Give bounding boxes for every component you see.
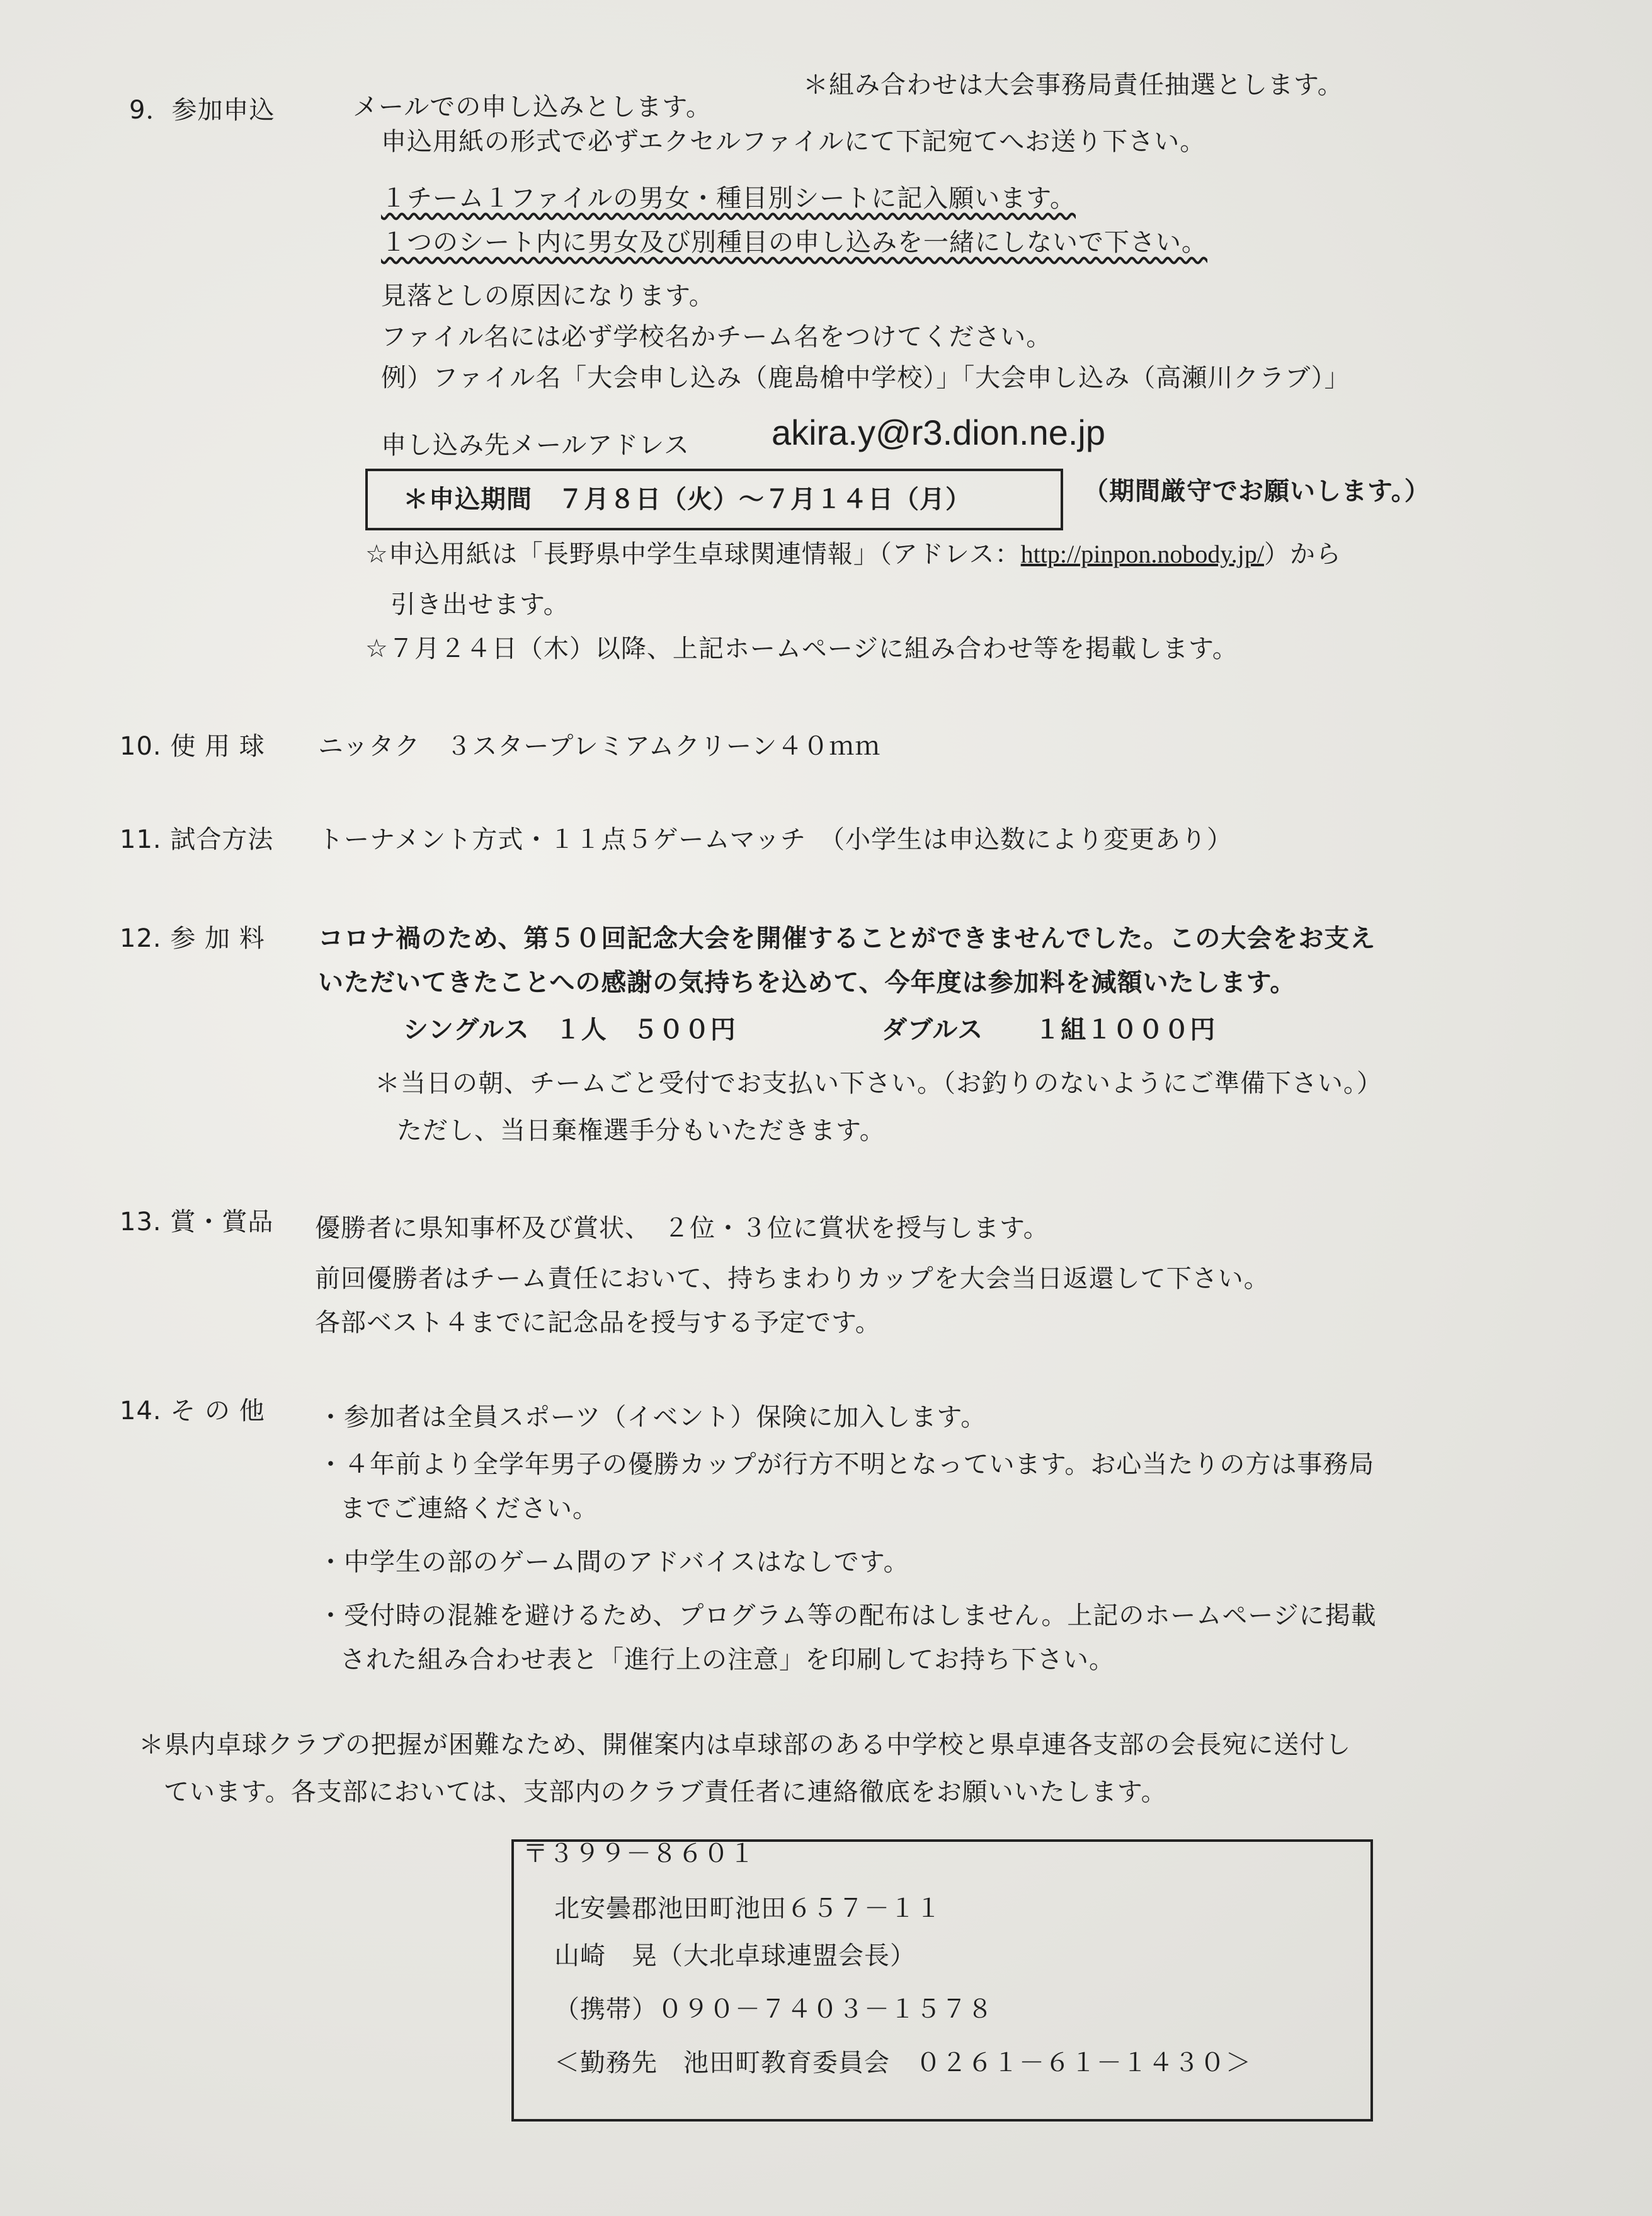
section-13-line3: 各部ベスト４までに記念品を授与する予定です。 — [315, 1308, 881, 1337]
fee-singles: シングルス １人 ５００円 — [403, 1015, 736, 1044]
section-9-note: ＊組み合わせは大会事務局責任抽選とします。 — [803, 71, 1343, 100]
fee-doubles: ダブルス １組１０００円 — [882, 1015, 1216, 1044]
period-note: （期間厳守でお願いします。） — [1083, 477, 1430, 506]
section-10-label: 10. 使 用 球 — [120, 732, 265, 761]
form-source-prefix: ☆申込用紙は「長野県中学生卓球関連情報」（アドレス： — [365, 540, 1021, 569]
contact-name: 山崎 晃（大北卓球連盟会長） — [554, 1941, 916, 1970]
form-source-suffix: ）から — [1263, 540, 1342, 569]
section-9-line4: １つのシート内に男女及び別種目の申し込みを一緒にしないで下さい。 — [381, 228, 1207, 257]
fee-note1: ＊当日の朝、チームごと受付でお支払い下さい。（お釣りのないようにご準備下さい。） — [375, 1069, 1382, 1098]
section-13-line2: 前回優勝者はチーム責任において、持ちまわりカップを大会当日返還して下さい。 — [315, 1264, 1270, 1293]
section-13-line1: 優勝者に県知事杯及び賞状、 ２位・３位に賞状を授与します。 — [315, 1214, 1049, 1243]
contact-box — [511, 1839, 1373, 2122]
contact-address: 北安曇郡池田町池田６５７－１１ — [554, 1894, 942, 1923]
section-11-label: 11. 試合方法 — [120, 825, 274, 854]
email-label: 申し込み先メールアドレス — [381, 431, 690, 460]
other-item4b: された組み合わせ表と「進行上の注意」を印刷してお持ち下さい。 — [340, 1645, 1115, 1674]
footer-note-line1: ＊県内卓球クラブの把握が困難なため、開催案内は卓球部のある中学校と県卓連各支部の会長宛に送付し — [139, 1730, 1352, 1759]
application-period: ＊申込期間 ７月８日（火）〜７月１４日（月） — [403, 485, 971, 514]
section-9-label: 9．参加申込 — [129, 96, 275, 125]
section-12-label: 12. 参 加 料 — [120, 924, 265, 953]
footer-note-line2: ています。各支部においては、支部内のクラブ責任者に連絡徹底をお願いいたします。 — [164, 1778, 1167, 1807]
schedule-notice: ☆７月２４日（木）以降、上記ホームページに組み合わせ等を掲載します。 — [365, 634, 1238, 663]
other-item2a: ・４年前より全学年男子の優勝カップが行方不明となっています。お心当たりの方は事務局 — [318, 1450, 1375, 1479]
section-12-line1: コロナ禍のため、第５０回記念大会を開催することができませんでした。この大会をお支え — [318, 924, 1376, 953]
section-9-line2: 申込用紙の形式で必ずエクセルファイルにて下記宛てへお送り下さい。 — [381, 127, 1206, 156]
other-item2b: までご連絡ください。 — [340, 1494, 598, 1523]
contact-work: ＜勤務先 池田町教育委員会 ０２６１－６１－１４３０＞ — [554, 2048, 1251, 2077]
email-address: akira.y@r3.dion.ne.jp — [772, 413, 1106, 452]
other-item4a: ・受付時の混雑を避けるため、プログラム等の配布はしません。上記のホームページに掲載 — [318, 1601, 1377, 1630]
section-10-text: ニッタク ３スタープレミアムクリーン４０ｍｍ — [318, 732, 881, 761]
section-9-line7: 例）ファイル名「大会申し込み（鹿島槍中学校）」「大会申し込み（高瀬川クラブ）」 — [381, 363, 1350, 392]
contact-mobile: （携帯）０９０－７４０３－１５７８ — [554, 1995, 993, 2024]
section-9-line3: １チーム１ファイルの男女・種目別シートに記入願います。 — [381, 184, 1076, 213]
fee-note2: ただし、当日棄権選手分もいただきます。 — [397, 1116, 886, 1145]
other-item1: ・参加者は全員スポーツ（イベント）保険に加入します。 — [318, 1403, 987, 1432]
section-9-line5: 見落としの原因になります。 — [381, 282, 715, 311]
section-13-label: 13. 賞・賞品 — [120, 1208, 274, 1237]
form-source-line2: 引き出せます。 — [390, 590, 569, 619]
contact-postal: 〒３９９－８６０１ — [523, 1839, 755, 1868]
section-9-line6: ファイル名には必ず学校名かチーム名をつけてください。 — [381, 323, 1052, 351]
section-12-line2: いただいてきたことへの感謝の気持ちを込めて、今年度は参加料を減額いたします。 — [318, 968, 1296, 997]
form-url-link[interactable]: http://pinpon.nobody.jp/ — [1020, 540, 1264, 568]
other-item3: ・中学生の部のゲーム間のアドバイスはなしです。 — [318, 1548, 909, 1577]
section-9-line1: メールでの申し込みとします。 — [353, 93, 712, 122]
section-14-label: 14. そ の 他 — [120, 1396, 265, 1425]
form-source-line — [365, 539, 1342, 570]
section-11-text: トーナメント方式・１１点５ゲームマッチ （小学生は申込数により変更あり） — [318, 825, 1233, 854]
